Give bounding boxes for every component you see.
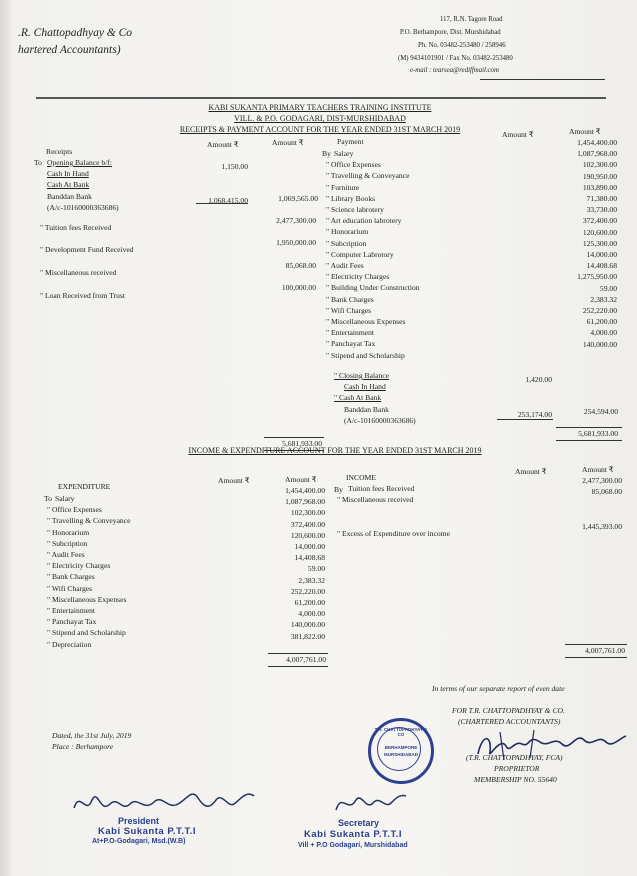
income-misc-text: Miscellaneous received bbox=[342, 495, 414, 504]
expenditure-label: Honorarium bbox=[52, 527, 90, 537]
payment-amount: 59.00 bbox=[599, 283, 617, 293]
seal-text-top: T.R. CHATTOPADHYAY & CO bbox=[374, 727, 428, 737]
expenditure-row: " Wifi Charges bbox=[47, 583, 93, 593]
expenditure-label: Electricity Charges bbox=[52, 561, 111, 571]
payment-amount: 102,300.00 bbox=[582, 160, 617, 170]
expenditure-label: Salary bbox=[55, 494, 75, 503]
payment-amount: 33,730.00 bbox=[586, 205, 617, 215]
for-firm: FOR T.R. CHATTOPADHYAY & CO. bbox=[452, 706, 565, 715]
ca-signature-icon bbox=[470, 726, 630, 766]
payment-row: " Furniture bbox=[326, 182, 360, 192]
expenditure-label: Miscellaneous Expenses bbox=[52, 594, 127, 604]
president-stamp-title: President bbox=[118, 816, 160, 826]
receipt-item-label: " Tuition fees Received bbox=[40, 223, 112, 232]
payment-amount-header: Amount ₹ bbox=[502, 130, 534, 139]
expenditure-amount: 61,200.00 bbox=[294, 598, 325, 608]
institute-name: KABI SUKANTA PRIMARY TEACHERS TRAINING INSTITUTE bbox=[208, 103, 432, 112]
payment-amount: 120,600.00 bbox=[582, 227, 617, 237]
firm-seal-icon bbox=[368, 718, 434, 784]
payments-total-rule-bottom bbox=[556, 440, 622, 441]
expenditure-label: Depreciation bbox=[52, 639, 92, 649]
payment-amount: 1,454,400.00 bbox=[577, 138, 617, 147]
for-firm-sub: (CHARTERED ACCOUNTANTS) bbox=[458, 717, 561, 726]
opening-subtotal-rule bbox=[196, 203, 248, 204]
payments-total: 5,681,933.00 bbox=[578, 429, 618, 438]
payment-row: " Honorarium bbox=[326, 227, 369, 237]
firm-email: e-mail : tearsea@rediffmail.com bbox=[410, 67, 499, 74]
expenditure-label: Audit Fees bbox=[51, 550, 85, 560]
payment-label: Travelling & Conveyance bbox=[330, 171, 410, 181]
excess-amount: 1,445,393.00 bbox=[582, 522, 622, 531]
payment-row: " Art education labrotery bbox=[326, 216, 402, 226]
closing-total-amount: 254,594.00 bbox=[583, 407, 618, 416]
opening-bank-amount: 1,068,415.00 bbox=[208, 196, 248, 205]
expenditure-labels bbox=[47, 493, 130, 650]
payment-row: " Bank Charges bbox=[326, 294, 374, 304]
payment-label: Honorarium bbox=[331, 227, 369, 237]
misc-received-label: Miscellaneous received bbox=[45, 268, 117, 277]
payment-amount: 71,380.00 bbox=[586, 194, 617, 204]
income-tuition-amount: 2,477,300.00 bbox=[582, 476, 622, 485]
expenditure-row: " Entertainment bbox=[47, 606, 96, 616]
expenditure-amount: 4,000.00 bbox=[298, 609, 325, 619]
closing-bank-label: Banddan Bank bbox=[344, 404, 389, 414]
payment-amount: 252,220.00 bbox=[582, 306, 617, 316]
income-amount-header: Amount ₹ bbox=[515, 467, 547, 476]
expenditure-row: " Subcription bbox=[47, 538, 88, 548]
payment-labels bbox=[326, 148, 420, 361]
expenditure-row: " Travelling & Conveyance bbox=[47, 516, 131, 526]
payment-row: " Computer Labrotory bbox=[326, 249, 394, 259]
payment-label: Audit Fees bbox=[330, 261, 364, 271]
firm-address-line2: P.O. Berhampore, Dist. Murshidabad bbox=[400, 29, 501, 36]
payment-label: Computer Labrotory bbox=[331, 249, 394, 259]
payment-amount: 190,950.00 bbox=[582, 171, 617, 181]
income-heading: INCOME bbox=[346, 473, 376, 482]
payment-row: " Panchayat Tax bbox=[326, 339, 376, 349]
president-stamp-org: Kabi Sukanta P.T.T.I bbox=[98, 826, 196, 837]
expenditure-label: Entertainment bbox=[52, 606, 96, 616]
payment-amount: 61,200.00 bbox=[586, 317, 617, 327]
expenditure-label: Office Expenses bbox=[52, 505, 102, 515]
tuition-fees-amount: 2,477,300.00 bbox=[276, 216, 316, 225]
receipts-amount-header: Amount ₹ bbox=[207, 140, 239, 149]
receipt-item-label: " Miscellaneous received bbox=[40, 268, 117, 277]
payment-label: Furniture bbox=[331, 182, 360, 192]
loan-received-label: Loan Received from Trust bbox=[45, 291, 125, 300]
payment-amount: 14,408.68 bbox=[586, 261, 617, 271]
opening-balance-block bbox=[47, 157, 119, 213]
partner-role: PROPRIETOR bbox=[494, 764, 540, 773]
expenditure-amount: 59.00 bbox=[307, 564, 325, 574]
payment-label: Panchayat Tax bbox=[331, 339, 376, 349]
payment-amount: 1,275,950.00 bbox=[577, 272, 617, 282]
payment-row: " Electricity Charges bbox=[326, 272, 390, 282]
payment-row: " Miscellaneous Expenses bbox=[326, 317, 406, 327]
payment-row: " Wifi Charges bbox=[326, 305, 372, 315]
excess-label: " Excess of Expenditure over income bbox=[337, 529, 450, 538]
payment-amount: 372,400.00 bbox=[582, 216, 617, 226]
receipt-item-label: " Loan Received from Trust bbox=[40, 291, 125, 300]
development-fund-label: Development Fund Received bbox=[45, 245, 134, 254]
payment-label: Wifi Charges bbox=[330, 305, 372, 315]
institute-address: VILL. & P.O. GODAGARI, DIST-MURSHIDABAD bbox=[234, 114, 406, 123]
expenditure-amount: 1,454,400.00 bbox=[285, 486, 325, 495]
expenditure-row: " Miscellaneous Expenses bbox=[47, 594, 127, 604]
payments-by-label: By bbox=[322, 149, 331, 158]
opening-balance-label: Opening Balance b/f: bbox=[47, 158, 112, 167]
firm-phone: Ph. No. 03482-253480 / 258946 bbox=[418, 42, 506, 49]
income-misc-label: " Miscellaneous received bbox=[337, 495, 414, 504]
expenditure-amount: 381,822.00 bbox=[290, 631, 325, 641]
report-note: In terms of our separate report of even date bbox=[432, 684, 565, 693]
opening-bank-acct-label: (A/c-10160000363686) bbox=[47, 202, 119, 212]
dated-line: Dated, the 31st July, 2019 bbox=[52, 731, 132, 740]
development-fund-amount: 1,950,000.00 bbox=[276, 238, 316, 247]
tuition-fees-label: Tuition fees Received bbox=[44, 223, 112, 232]
expenditure-row bbox=[47, 493, 130, 504]
income-misc-amount: 85,068.00 bbox=[591, 487, 622, 496]
payment-label: Subcription bbox=[331, 238, 367, 248]
closing-cash-hand-label: Cash In Hand bbox=[344, 382, 386, 392]
income-total: 4,007,761.00 bbox=[585, 646, 625, 655]
payment-amount-header2: Amount ₹ bbox=[569, 127, 601, 136]
expenditure-row: " Bank Charges bbox=[47, 572, 95, 582]
opening-cash-hand-label: Cash In Hand bbox=[47, 169, 89, 179]
president-stamp-address: At+P.O-Godagari, Msd.(W.B) bbox=[92, 838, 186, 845]
payment-amount: 14,000.00 bbox=[586, 250, 617, 260]
expenditure-amount-header2: Amount ₹ bbox=[285, 475, 317, 484]
seal-text-bottom: MURSHIDABAD bbox=[384, 752, 418, 757]
payment-row: " Stipend and Scholarship bbox=[326, 350, 405, 360]
receipts-to-label: To bbox=[34, 158, 42, 167]
president-signature-icon bbox=[70, 786, 260, 820]
payment-amount: 4,000.00 bbox=[590, 328, 617, 338]
payment-row: " Office Expenses bbox=[326, 160, 381, 170]
secretary-stamp-title: Secretary bbox=[338, 818, 380, 828]
receipts-amount-header2: Amount ₹ bbox=[272, 138, 304, 147]
secretary-stamp-org: Kabi Sukanta P.T.T.I bbox=[304, 829, 402, 840]
closing-bank-acct-label: (A/c-10160000363686) bbox=[344, 415, 416, 425]
secretary-signature-icon bbox=[330, 788, 410, 818]
receipts-heading: Receipts bbox=[46, 147, 73, 156]
expenditure-amount: 14,408.68 bbox=[294, 553, 325, 563]
payment-heading: Payment bbox=[337, 137, 364, 146]
expenditure-row: " Panchayat Tax bbox=[47, 617, 97, 627]
header-divider bbox=[36, 97, 606, 99]
expenditure-row: " Stipend and Scholarship bbox=[47, 628, 126, 638]
payment-label: Bank Charges bbox=[331, 294, 374, 304]
payment-label: Miscellaneous Expenses bbox=[331, 317, 406, 327]
payment-row: " Subcription bbox=[326, 238, 367, 248]
expenditure-amount: 14,000.00 bbox=[294, 542, 325, 552]
firm-name: .R. Chattopadhyay & Co bbox=[18, 27, 133, 39]
expenditure-label: Bank Charges bbox=[52, 572, 95, 582]
ie-account-title: INCOME & EXPENDITURE ACCOUNT FOR THE YEAR ENDED 31ST MARCH 2019 bbox=[188, 446, 482, 455]
payment-label: Electricity Charges bbox=[331, 272, 390, 282]
payment-label: Art education labrotery bbox=[330, 216, 402, 226]
place-line: Place : Berhampore bbox=[52, 742, 114, 751]
payment-amount: 1,087,968.00 bbox=[577, 149, 617, 159]
expenditure-row: " Office Expenses bbox=[47, 505, 102, 515]
secretary-stamp-address: Vill + P.O Godagari, Murshidabad bbox=[298, 842, 408, 849]
firm-address-line1: 117, R.N. Tagore Road bbox=[440, 16, 503, 23]
expenditure-label: Wifi Charges bbox=[51, 583, 93, 593]
firm-fax: (M) 9434101901 / Fax No. 03482-253480 bbox=[398, 55, 513, 62]
closing-bank-amount: 253,174.00 bbox=[517, 410, 552, 419]
closing-cash-bank-label: " Cash At Bank bbox=[334, 393, 382, 403]
expenditure-row: " Depreciation bbox=[47, 639, 92, 649]
payment-label: Salary bbox=[334, 149, 354, 158]
seal-text-mid: BERHAMPORE bbox=[384, 745, 418, 750]
rp-account-title: RECEIPTS & PAYMENT ACCOUNT FOR THE YEAR ENDED 31ST MARCH 2019 bbox=[179, 125, 461, 134]
closing-balance-text: Closing Balance bbox=[339, 371, 389, 380]
payment-row bbox=[326, 148, 420, 159]
income-amount-header2: Amount ₹ bbox=[582, 465, 614, 474]
expenditure-amount: 372,400.00 bbox=[290, 519, 325, 529]
expenditure-amount-header: Amount ₹ bbox=[218, 476, 250, 485]
expenditure-row: " Honorarium bbox=[47, 527, 90, 537]
partner-name: (T.R. CHATTOPADHYAY, FCA) bbox=[466, 753, 563, 762]
payment-row: " Building Under Construction bbox=[326, 283, 420, 293]
receipts-total: 5,681,933.00 bbox=[282, 439, 322, 448]
payment-label: Stipend and Scholarship bbox=[331, 350, 405, 360]
opening-bank-label: Banddan Bank bbox=[47, 191, 92, 201]
payment-amount: 125,300.00 bbox=[582, 238, 617, 248]
payment-amount: 103,890.00 bbox=[582, 182, 617, 192]
payment-row: " Science labrotery bbox=[326, 205, 384, 215]
expenditure-amount: 102,300.00 bbox=[290, 508, 325, 518]
expenditure-label: Panchayat Tax bbox=[52, 617, 97, 627]
payment-amounts bbox=[555, 137, 617, 350]
expenditure-amount: 2,383.32 bbox=[298, 575, 325, 585]
expenditure-amount: 140,000.00 bbox=[290, 620, 325, 630]
loan-received-amount: 100,000.00 bbox=[281, 283, 316, 292]
expenditure-amount: 252,220.00 bbox=[290, 586, 325, 596]
expenditure-amounts bbox=[265, 485, 325, 642]
expenditure-total: 4,007,761.00 bbox=[286, 655, 326, 664]
payment-row: " Travelling & Conveyance bbox=[326, 171, 410, 181]
opening-cash-hand-amount: 1,150.00 bbox=[221, 162, 248, 171]
payment-row: " Entertainment bbox=[326, 328, 375, 338]
closing-cash-hand-amount: 1,420.00 bbox=[525, 375, 552, 384]
expenditure-amount: 1,087,968.00 bbox=[285, 497, 325, 507]
payment-label: Science labrotery bbox=[331, 205, 384, 215]
payment-label: Building Under Construction bbox=[331, 283, 420, 293]
expenditure-amount: 120,600.00 bbox=[290, 530, 325, 540]
payment-label: Library Books bbox=[331, 193, 376, 203]
expenditure-heading: EXPENDITURE bbox=[58, 482, 111, 491]
closing-balance-label: " Closing Balance bbox=[334, 371, 389, 380]
misc-received-amount: 85,068.00 bbox=[285, 261, 316, 270]
expenditure-to-label: To bbox=[44, 494, 52, 503]
firm-subtitle: hartered Accountants) bbox=[18, 44, 121, 56]
payment-amount: 140,000.00 bbox=[582, 339, 617, 349]
opening-cash-bank-label: Cash At Bank bbox=[47, 180, 90, 190]
closing-subtotal-rule bbox=[497, 419, 553, 420]
expenditure-row: " Audit Fees bbox=[47, 550, 85, 560]
expenditure-label: Travelling & Conveyance bbox=[51, 516, 131, 526]
closing-cash-bank-text: Cash At Bank bbox=[339, 393, 382, 403]
receipt-item-label: " Development Fund Received bbox=[40, 245, 134, 254]
payment-label: Entertainment bbox=[331, 328, 375, 338]
expenditure-label: Subcription bbox=[52, 538, 88, 548]
payment-row: " Audit Fees bbox=[326, 261, 364, 271]
membership-no: MEMBERSHIP NO. 55640 bbox=[474, 775, 557, 784]
header-rule-top bbox=[480, 79, 605, 80]
expenditure-row: " Electricity Charges bbox=[47, 561, 111, 571]
payment-amount: 2,383.32 bbox=[590, 294, 617, 304]
excess-text: Excess of Expenditure over income bbox=[342, 529, 450, 538]
income-total-rule-bottom bbox=[565, 657, 627, 658]
closing-balance-block bbox=[334, 370, 416, 426]
payment-label: Office Expenses bbox=[331, 160, 381, 170]
opening-total-amount: 1,069,565.00 bbox=[278, 194, 318, 203]
income-tuition-label: Tuition fees Received bbox=[348, 484, 415, 493]
payment-row: " Library Books bbox=[326, 193, 376, 203]
income-by-label: By bbox=[334, 485, 343, 494]
expenditure-total-rule-bottom bbox=[268, 666, 328, 667]
expenditure-label: Stipend and Scholarship bbox=[52, 628, 126, 638]
